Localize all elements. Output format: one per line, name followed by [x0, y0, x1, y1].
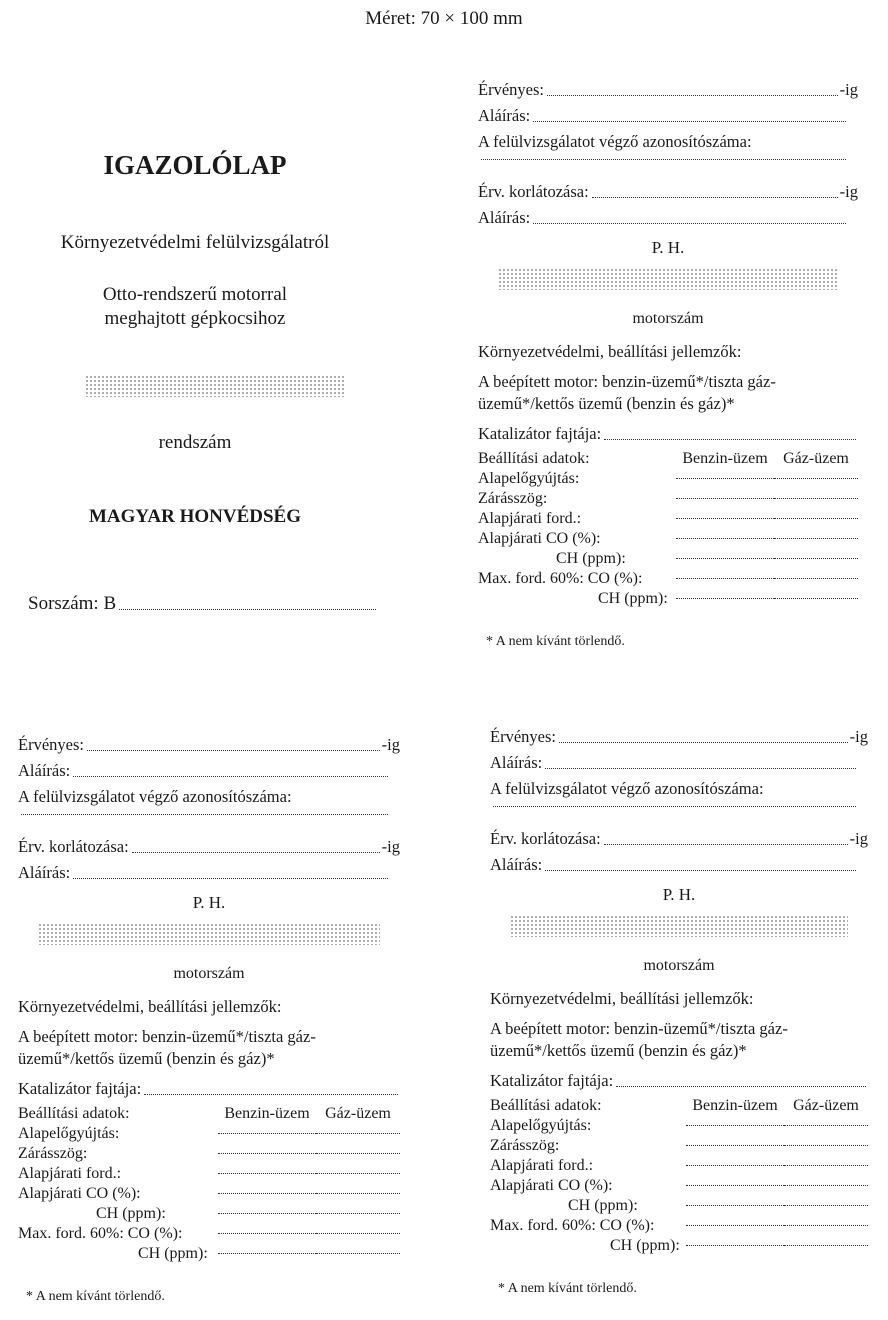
inspector-id-field[interactable] — [18, 813, 390, 819]
engine-redacted — [510, 915, 848, 937]
settings-row-label: Alapjárati ford.: — [490, 1157, 594, 1174]
inspection-form — [478, 80, 858, 660]
settings-row-label: CH (ppm): — [556, 550, 626, 567]
settings-row-label: Alapjárati CO (%): — [490, 1177, 613, 1194]
settings-row-label: CH (ppm): — [96, 1205, 166, 1222]
signature-field[interactable] — [478, 106, 848, 126]
signature2-field[interactable] — [478, 208, 848, 228]
env-heading: Környezetvédelmi, beállítási jellemzők: — [18, 997, 282, 1016]
settings-row — [18, 1203, 400, 1223]
settings-row-label: Zárásszög: — [18, 1145, 88, 1162]
engine-label: motorszám — [632, 310, 704, 327]
petrol-value-field[interactable] — [686, 1215, 784, 1235]
petrol-value-field[interactable] — [218, 1243, 316, 1263]
petrol-value-field[interactable] — [218, 1163, 316, 1183]
settings-row-label: CH (ppm): — [138, 1245, 208, 1262]
gas-value-field[interactable] — [784, 1155, 868, 1175]
gas-value-field[interactable] — [784, 1115, 868, 1135]
gas-value-field[interactable] — [316, 1143, 400, 1163]
env-heading: Környezetvédelmi, beállítási jellemzők: — [478, 342, 742, 361]
petrol-value-field[interactable] — [686, 1195, 784, 1215]
inspection-form — [490, 727, 868, 1307]
settings-header-row — [490, 1095, 868, 1115]
inspector-label: A felülvizsgálatot végző azonosítószáma: — [18, 787, 292, 806]
settings-row-label: Alapjárati CO (%): — [18, 1185, 141, 1202]
inspector-id-field[interactable] — [478, 158, 848, 164]
petrol-value-field[interactable] — [218, 1143, 316, 1163]
petrol-value-field[interactable] — [218, 1183, 316, 1203]
env-heading: Környezetvédelmi, beállítási jellemzők: — [490, 989, 754, 1008]
settings-row — [18, 1143, 400, 1163]
settings-row — [490, 1135, 868, 1155]
settings-table — [478, 448, 858, 608]
valid-field[interactable] — [490, 727, 868, 747]
settings-header: Beállítási adatok: — [490, 1097, 602, 1114]
gas-value-field[interactable] — [774, 488, 858, 508]
signature-label: Aláírás: — [18, 761, 71, 780]
motor-type-line2: üzemű*/kettős üzemű (benzin és gáz)* — [490, 1041, 747, 1060]
org-name: MAGYAR HONVÉDSÉG — [88, 506, 301, 527]
valid-suffix: -ig — [849, 727, 868, 746]
valid-field[interactable] — [478, 80, 858, 100]
settings-row — [18, 1243, 400, 1263]
settings-row — [490, 1175, 868, 1195]
petrol-value-field[interactable] — [686, 1115, 784, 1135]
engine-label: motorszám — [643, 957, 715, 974]
gas-value-field[interactable] — [784, 1175, 868, 1195]
settings-table — [490, 1095, 868, 1255]
gas-value-field[interactable] — [784, 1235, 868, 1255]
petrol-value-field[interactable] — [686, 1155, 784, 1175]
gas-value-field[interactable] — [784, 1135, 868, 1155]
engine-label: motorszám — [173, 965, 245, 982]
settings-row-label: Alapelőgyújtás: — [490, 1117, 592, 1134]
settings-row-label: Max. ford. 60%: CO (%): — [478, 570, 643, 587]
settings-row — [478, 508, 858, 528]
signature2-label: Aláírás: — [18, 863, 71, 882]
restriction-suffix: -ig — [849, 829, 868, 848]
settings-row-label: CH (ppm): — [598, 590, 668, 607]
col-petrol: Benzin-üzem — [692, 1097, 778, 1114]
signature-field[interactable] — [18, 761, 390, 781]
catalyst-label: Katalizátor fajtája: — [18, 1079, 142, 1098]
inspector-label: A felülvizsgálatot végző azonosítószáma: — [490, 779, 764, 798]
signature2-label: Aláírás: — [478, 208, 531, 227]
cover-title: IGAZOLÓLAP — [103, 150, 287, 180]
gas-value-field[interactable] — [316, 1163, 400, 1183]
restriction-field[interactable] — [478, 182, 858, 202]
gas-value-field[interactable] — [316, 1223, 400, 1243]
settings-row — [478, 488, 858, 508]
restriction-label: Érv. korlátozása: — [490, 829, 601, 848]
settings-row — [490, 1195, 868, 1215]
gas-value-field[interactable] — [774, 548, 858, 568]
motor-type-line1: A beépített motor: benzin-üzemű*/tiszta gáz- — [478, 372, 776, 391]
cover-line1: Otto-rendszerű motorral — [102, 284, 288, 305]
settings-row-label: Max. ford. 60%: CO (%): — [490, 1217, 655, 1234]
signature-field[interactable] — [490, 753, 858, 773]
settings-table — [18, 1103, 400, 1263]
valid-suffix: -ig — [839, 80, 858, 99]
signature2-label: Aláírás: — [490, 855, 543, 874]
gas-value-field[interactable] — [316, 1243, 400, 1263]
settings-row-label: CH (ppm): — [610, 1237, 680, 1254]
col-gas: Gáz-üzem — [783, 450, 849, 467]
motor-type-line2: üzemű*/kettős üzemű (benzin és gáz)* — [478, 394, 735, 413]
catalyst-label: Katalizátor fajtája: — [478, 424, 602, 443]
gas-value-field[interactable] — [774, 468, 858, 488]
settings-row — [490, 1215, 868, 1235]
settings-header-row — [18, 1103, 400, 1123]
signature2-field[interactable] — [490, 855, 858, 875]
plate-label: rendszám — [158, 432, 232, 453]
restriction-label: Érv. korlátozása: — [478, 182, 589, 201]
catalyst-field[interactable] — [490, 1071, 868, 1091]
settings-row — [18, 1223, 400, 1243]
settings-row-label: Zárásszög: — [478, 490, 548, 507]
inspector-field — [478, 132, 858, 152]
gas-value-field[interactable] — [774, 528, 858, 548]
gas-value-field[interactable] — [774, 508, 858, 528]
settings-row — [18, 1183, 400, 1203]
settings-row-label: Alapjárati ford.: — [478, 510, 582, 527]
footnote: * A nem kívánt törlendő. — [26, 1289, 165, 1304]
footnote: * A nem kívánt törlendő. — [486, 634, 625, 649]
plate-redacted — [85, 375, 345, 397]
restriction-label: Érv. korlátozása: — [18, 837, 129, 856]
engine-redacted — [38, 923, 380, 945]
settings-row — [18, 1123, 400, 1143]
settings-row-label: Alapjárati ford.: — [18, 1165, 122, 1182]
restriction-field[interactable] — [490, 829, 868, 849]
serial-label: Sorszám: B — [28, 593, 117, 614]
settings-row — [478, 568, 858, 588]
signature2-field[interactable] — [18, 863, 390, 883]
settings-row — [490, 1235, 868, 1255]
col-gas: Gáz-üzem — [793, 1097, 859, 1114]
restriction-suffix: -ig — [381, 837, 400, 856]
footnote: * A nem kívánt törlendő. — [498, 1281, 637, 1296]
petrol-value-field[interactable] — [686, 1235, 784, 1255]
petrol-value-field[interactable] — [676, 568, 774, 588]
catalyst-label: Katalizátor fajtája: — [490, 1071, 614, 1090]
inspector-field — [18, 787, 400, 807]
settings-row — [478, 588, 858, 608]
catalyst-field[interactable] — [478, 424, 858, 444]
settings-row-label: Max. ford. 60%: CO (%): — [18, 1225, 183, 1242]
inspector-field — [490, 779, 868, 799]
cover-line2: meghajtott gépkocsihoz — [104, 308, 286, 329]
settings-row-label: Alapjárati CO (%): — [478, 530, 601, 547]
motor-type-line1: A beépített motor: benzin-üzemű*/tiszta gáz- — [18, 1027, 316, 1046]
signature-label: Aláírás: — [478, 106, 531, 125]
settings-row — [18, 1163, 400, 1183]
petrol-value-field[interactable] — [218, 1203, 316, 1223]
settings-header: Beállítási adatok: — [478, 450, 590, 467]
settings-row-label: CH (ppm): — [568, 1197, 638, 1214]
settings-row — [478, 468, 858, 488]
settings-row — [478, 548, 858, 568]
gas-value-field[interactable] — [774, 588, 858, 608]
stamp-label: P. H. — [651, 238, 685, 257]
valid-label: Érvényes: — [18, 735, 84, 754]
restriction-field[interactable] — [18, 837, 400, 857]
gas-value-field[interactable] — [316, 1183, 400, 1203]
petrol-value-field[interactable] — [676, 508, 774, 528]
valid-label: Érvényes: — [478, 80, 544, 99]
stamp-label: P. H. — [192, 893, 226, 912]
settings-row — [478, 528, 858, 548]
petrol-value-field[interactable] — [676, 468, 774, 488]
inspector-id-field[interactable] — [490, 805, 858, 811]
cover-subtitle: Környezetvédelmi felülvizsgálatról — [60, 232, 330, 253]
gas-value-field[interactable] — [784, 1195, 868, 1215]
gas-value-field[interactable] — [316, 1123, 400, 1143]
petrol-value-field[interactable] — [676, 528, 774, 548]
col-petrol: Benzin-üzem — [682, 450, 768, 467]
gas-value-field[interactable] — [774, 568, 858, 588]
petrol-value-field[interactable] — [676, 488, 774, 508]
signature-label: Aláírás: — [490, 753, 543, 772]
valid-label: Érvényes: — [490, 727, 556, 746]
gas-value-field[interactable] — [316, 1203, 400, 1223]
settings-row-label: Alapelőgyújtás: — [478, 470, 580, 487]
inspector-label: A felülvizsgálatot végző azonosítószáma: — [478, 132, 752, 151]
petrol-value-field[interactable] — [686, 1175, 784, 1195]
inspection-form — [18, 735, 400, 1315]
petrol-value-field[interactable] — [676, 588, 774, 608]
petrol-value-field[interactable] — [218, 1123, 316, 1143]
valid-field[interactable] — [18, 735, 400, 755]
catalyst-field[interactable] — [18, 1079, 400, 1099]
size-label: Méret: 70 × 100 mm — [365, 8, 523, 29]
serial-field[interactable] — [28, 594, 378, 614]
settings-row — [490, 1155, 868, 1175]
settings-row-label: Alapelőgyújtás: — [18, 1125, 120, 1142]
restriction-suffix: -ig — [839, 182, 858, 201]
settings-header: Beállítási adatok: — [18, 1105, 130, 1122]
petrol-value-field[interactable] — [686, 1135, 784, 1155]
stamp-label: P. H. — [662, 885, 696, 904]
gas-value-field[interactable] — [784, 1215, 868, 1235]
petrol-value-field[interactable] — [218, 1223, 316, 1243]
petrol-value-field[interactable] — [676, 548, 774, 568]
settings-header-row — [478, 448, 858, 468]
settings-row-label: Zárásszög: — [490, 1137, 560, 1154]
valid-suffix: -ig — [381, 735, 400, 754]
motor-type-line1: A beépített motor: benzin-üzemű*/tiszta gáz- — [490, 1019, 788, 1038]
motor-type-line2: üzemű*/kettős üzemű (benzin és gáz)* — [18, 1049, 275, 1068]
settings-row — [490, 1115, 868, 1135]
col-petrol: Benzin-üzem — [224, 1105, 310, 1122]
engine-redacted — [498, 268, 838, 290]
col-gas: Gáz-üzem — [325, 1105, 391, 1122]
